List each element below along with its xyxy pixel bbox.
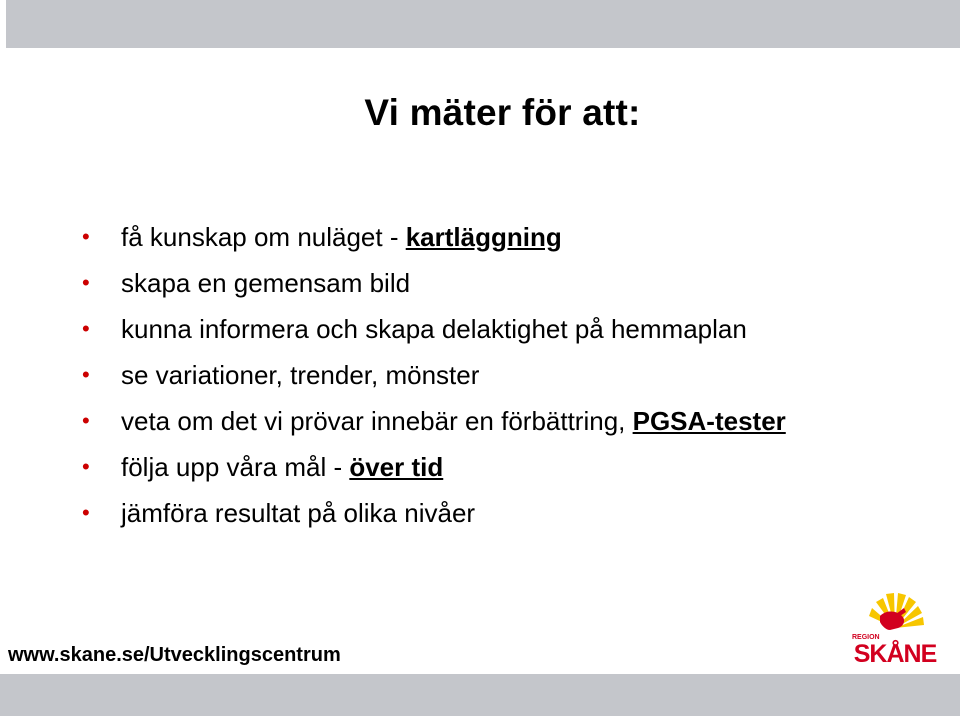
bullet-plain-text: kunna informera och skapa delaktighet på hemmaplan: [121, 314, 747, 344]
bullet-text: [121, 444, 443, 490]
bullet-plain-text: veta om det vi prövar innebär en förbättring,: [121, 406, 633, 436]
bullet-dot-icon: •: [82, 454, 90, 479]
bullet-emphasis: kartläggning: [405, 222, 562, 252]
bullet-dot-icon: •: [82, 500, 90, 525]
bullet-text: [121, 260, 410, 306]
logo-name-text: SKÅNE: [853, 640, 937, 668]
bullet-plain-text: få kunskap om nuläget -: [121, 222, 406, 252]
bullet-emphasis: PGSA-tester: [632, 406, 786, 436]
bullet-dot-icon: •: [82, 224, 90, 249]
bullet-dot-icon: •: [82, 316, 90, 341]
bottom-bar: [0, 674, 960, 716]
logo-region-text: REGION: [852, 634, 880, 641]
bullet-text: [121, 398, 786, 444]
region-skane-logo: [850, 588, 940, 672]
bullet-plain-text: följa upp våra mål -: [121, 452, 350, 482]
footer-url: www.skane.se/Utvecklingscentrum: [8, 644, 341, 666]
bullet-plain-text: skapa en gemensam bild: [121, 268, 411, 298]
bullet-plain-text: jämföra resultat på olika nivåer: [121, 498, 476, 528]
bullet-text: [121, 214, 562, 260]
bullet-emphasis: över tid: [349, 452, 444, 482]
bullet-text: [121, 490, 475, 536]
bullet-plain-text: se variationer, trender, mönster: [121, 360, 480, 390]
bullet-text: [121, 306, 747, 352]
top-bar: [6, 0, 960, 48]
bullet-dot-icon: •: [82, 270, 90, 295]
slide-title: Vi mäter för att:: [364, 92, 641, 133]
bullet-text: [121, 352, 479, 398]
bullet-dot-icon: •: [82, 362, 90, 387]
griffin-crown-icon: [850, 588, 940, 638]
bullet-dot-icon: •: [82, 408, 90, 433]
